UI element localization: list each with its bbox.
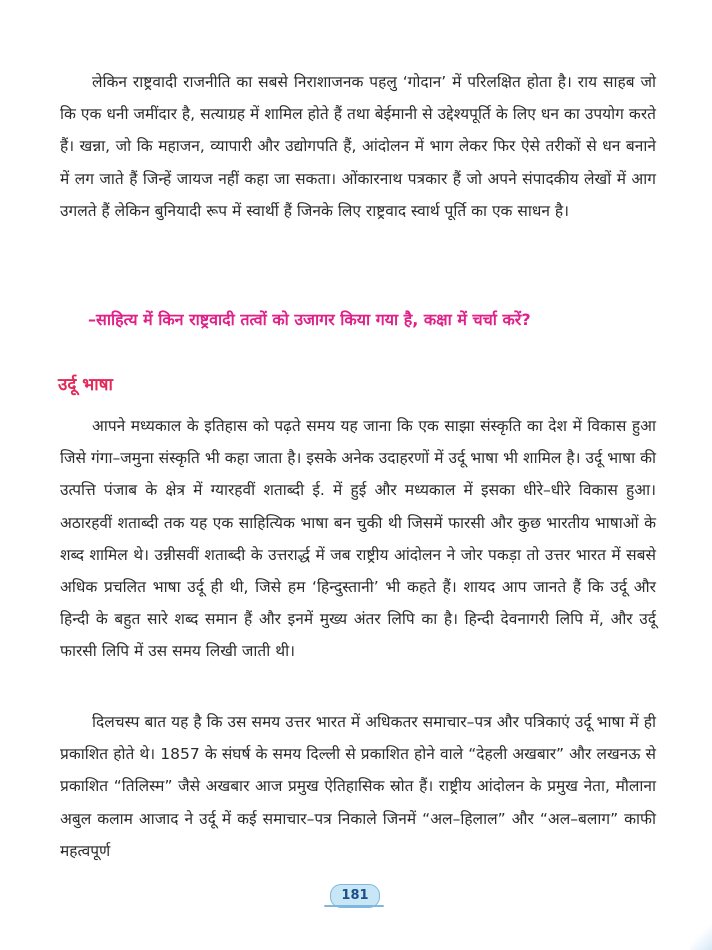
paragraph-godan: लेकिन राष्ट्रवादी राजनीति का सबसे निराशाजनक पहलु ‘गोदान’ में परिलक्षित होता है। राय साहब जो कि एक धनी जमींदार है, सत्याग्रह में शामिल होते हैं तथा बेईमानी से उद्देश्यपूर्ति के लिए धन का उपयोग करते हैं। खन्ना, जो कि महाजन, व्यापारी और उद्योगपति हैं, आंदोलन में भाग लेकर फिर ऐसे तरीकों से धन बनाने में लग जाते हैं जिन्हें जायज नहीं कहा जा सकता। ओंकारनाथ पत्रकार हैं जो अपने संपादकीय लेखों में आग उगलते हैं लेकिन बुनियादी रूप में स्वार्थी हैं जिनके लिए राष्ट्रवाद स्वार्थ पूर्ति का एक साधन है। [60,73,656,220]
page-number-badge: 181 [330,884,380,908]
paragraph-urdu-origin: आपने मध्यकाल के इतिहास को पढ़ते समय यह जाना कि एक साझा संस्कृति का देश में विकास हुआ जिसे गंगा–जमुना संस्कृति भी कहा जाता है। इसके अनेक उदाहरणों में उर्दू भाषा भी शामिल है। उर्दू भाषा की उत्पत्ति पंजाब के क्षेत्र में ग्यारहवीं शताब्दी ई. में हुई और मध्यकाल में इसका धीरे–धीरे विकास हुआ। अठारहवीं शताब्दी तक यह एक साहित्यिक भाषा बन चुकी थी जिसमें फारसी और कुछ भारतीय भाषाओं के शब्द शामिल थे। उन्नीसवीं शताब्दी के उत्तरार्द्ध में जब राष्ट्रीय आंदोलन ने जोर पकड़ा तो उत्तर भारत में सबसे अधिक प्रचलित भाषा उर्दू ही थी, जिसे हम ‘हिन्दुस्तानी’ भी कहते हैं। शायद आप जानते हैं कि उर्दू और हिन्दी के बहुत सारे शब्द समान हैं और इनमें मुख्य अंतर लिपि का है। हिन्दी देवनागरी लिपि में, और उर्दू फारसी लिपि में उस समय लिखी जाती थी। [60,417,656,661]
page-number-underline [324,905,384,907]
discussion-question: –साहित्य में किन राष्ट्रवादी तत्वों को उजागर किया गया है, कक्षा में चर्चा करें? [88,310,531,329]
section-heading-urdu: उर्दू भाषा [58,375,113,395]
paragraph-urdu-newspapers: दिलचस्प बात यह है कि उस समय उत्तर भारत में अधिकतर समाचार–पत्र और पत्रिकाएं उर्दू भाषा में ही प्रकाशित होते थे। 1857 के संघर्ष के समय दिल्ली से प्रकाशित होने वाले “देहली अखबार” और लखनऊ से प्रकाशित “तिलिस्म” जैसे अखबार आज प्रमुख ऐतिहासिक स्रोत हैं। राष्ट्रीय आंदोलन के प्रमुख नेता, मौलाना अबुल कलाम आजाद ने उर्दू में कई समाचार–पत्र निकाले जिनमें “अल–हिलाल” और “अल–बलाग” काफी महत्वपूर्ण [60,713,656,860]
corner-watermark [690,920,712,950]
